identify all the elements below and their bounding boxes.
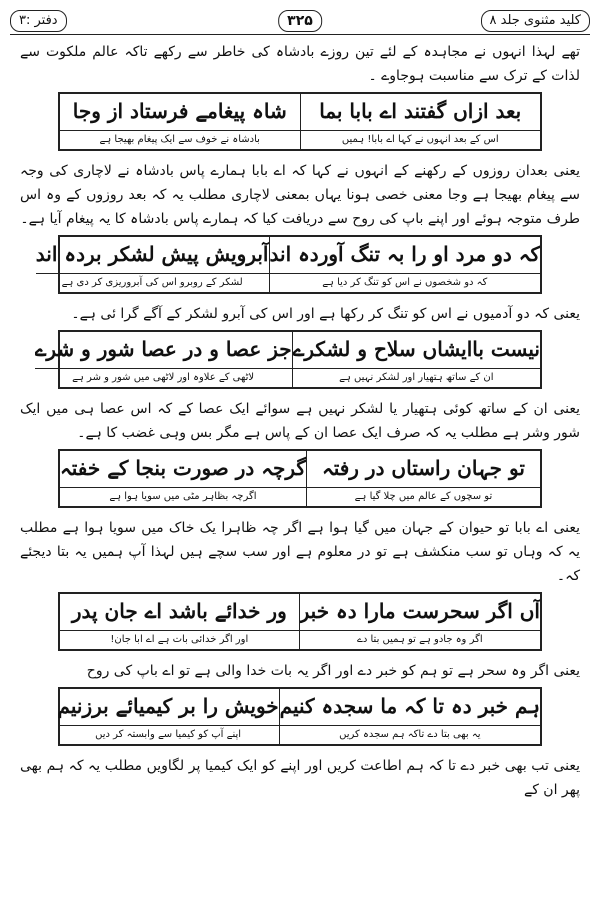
paragraph-3: یعنی کہ دو آدمیوں نے اس کو تنگ کر رکھا ہے اور اس کی آبرو لشکر کے آگے گرا ئی ہے۔ <box>71 306 580 322</box>
couplet-second-hemistich <box>58 689 279 744</box>
couplet-second-hemistich <box>36 237 269 292</box>
couplet-second-hemistich <box>60 594 299 649</box>
couplet-1 <box>58 92 542 151</box>
urdu-translation: لاٹھی کے علاوہ اور لاٹھی میں شور و شر ہے <box>72 372 255 383</box>
persian-verse: گرچہ در صورت بنجا کے خفتہ <box>60 451 306 488</box>
paragraph-6: یعنی اگر وہ سحر ہے تو ہم کو خبر دے اور اگر یہ بات خدا والی ہے تو اے باپ کی روح <box>86 663 580 679</box>
page-number: ۳۲۵ <box>278 10 322 32</box>
daftar-label: دفتر :۳ <box>10 10 67 32</box>
persian-verse: ہم خبر دہ تا کہ ما سجدہ کنیم <box>280 689 540 726</box>
couplet-5 <box>58 592 542 651</box>
persian-verse: ور خدائے باشد اے جان پدر <box>60 594 299 631</box>
urdu-translation: تو سچوں کے عالم میں چلا گیا ہے <box>354 491 493 502</box>
urdu-translation: یہ بھی بتا دے تاکہ ہم سجدہ کریں <box>339 729 481 740</box>
persian-verse: آبرویش پیش لشکر بردہ اند <box>36 237 269 274</box>
persian-verse: آں اگر سحرست مارا دہ خبر <box>300 594 540 631</box>
paragraph-7: یعنی تب بھی خبر دے تا کہ ہم اطاعت کریں اور اپنے کو ایک کیمیا پر لگاویں مطلب یہ کہ ہم بھی پھر ان کے <box>20 758 580 798</box>
urdu-translation: اپنے آپ کو کیمیا سے وابستہ کر دیں <box>95 729 242 740</box>
couplet-first-hemistich <box>300 94 541 149</box>
urdu-translation: اور اگر خدائی بات ہے اے ابا جان! <box>110 634 249 645</box>
persian-verse: کہ دو مرد او را بہ تنگ آوردہ اند <box>270 237 541 274</box>
page-header <box>10 8 590 35</box>
urdu-translation: بادشاہ نے خوف سے ایک پیغام بھیجا ہے <box>99 134 260 145</box>
paragraph-5: یعنی اے بابا تو حیوان کے جہان میں گیا ہوا ہے اگر چہ ظاہرا یک خاک میں سویا ہوا ہے مطلب یہ کہ وہاں تو سب منکشف ہے تو در معلوم ہے اور سب سچے ہیں لہذا آپ ہمیں یہ بتا دیجئے کہ۔ <box>20 520 580 584</box>
paragraph-4: یعنی ان کے ساتھ کوئی ہتھیار یا لشکر نہیں ہے سوائے ایک عصا کے کہ اس عصا ہی میں ایک شور وشر ہے مطلب یہ کہ صرف ایک عصا ان کے پاس ہے مگر بس وہی غضب کا ہے۔ <box>20 401 580 441</box>
urdu-translation: لشکر کے روبرو اس کی آبروریزی کر دی ہے <box>61 277 243 288</box>
persian-verse: خویش را بر کیمیائے برزنیم <box>58 689 279 726</box>
persian-verse: جز عصا و در عصا شور و شرے <box>35 332 292 369</box>
couplet-4 <box>58 449 542 508</box>
persian-verse: نیست باایشاں سلاح و لشکرے <box>293 332 540 369</box>
paragraph-1: تھے لہذا انہوں نے مجاہدہ کے لئے تین روزے بادشاہ کی خاطر سے رکھے تاکہ عالم ملکوت سے لذات کے ترک سے مناسبت ہوجاوے ۔ <box>20 44 580 84</box>
persian-verse: بعد ازاں گفتند اے بابا بما <box>301 94 541 131</box>
persian-verse: تو جہان راستاں در رفتہ <box>307 451 540 488</box>
couplet-second-hemistich <box>60 94 300 149</box>
page-body <box>20 40 580 806</box>
couplet-first-hemistich <box>269 237 541 292</box>
paragraph-2: یعنی بعدان روزوں کے رکھنے کے انہوں نے کہا کہ اے بابا ہمارے پاس بادشاہ نے لاچاری کی وجہ سے پیغام بھیجا ہے وجا معنی خصی ہونا یہاں بمعنی لاچاری مطلب یہ کہ بعد روزوں کے وہ اس طرف متوجہ ہوئے اور اپنے باپ کی روح سے دریافت کیا کہ ہمارے پاس بادشاہ کا یہ پیغام آیا ہے۔ <box>20 163 580 227</box>
couplet-first-hemistich <box>292 332 540 387</box>
couplet-2 <box>35 235 542 294</box>
book-title: کلید مثنوی جلد ۸ <box>481 10 590 32</box>
couplet-6 <box>58 687 542 746</box>
couplet-first-hemistich <box>299 594 540 649</box>
couplet-second-hemistich <box>60 451 306 506</box>
couplet-second-hemistich <box>35 332 292 387</box>
urdu-translation: کہ دو شخصوں نے اس کو تنگ کر دیا ہے <box>322 277 488 288</box>
persian-verse: شاہ پیغامے فرستاد از وجا <box>60 94 300 131</box>
urdu-translation: ان کے ساتھ ہتھیار اور لشکر نہیں ہے <box>339 372 494 383</box>
urdu-translation: اگر وہ جادو ہے تو ہمیں بتا دے <box>357 634 483 645</box>
urdu-translation: اس کے بعد انہوں نے کہا اے بابا! ہمیں <box>341 134 499 145</box>
couplet-first-hemistich <box>306 451 540 506</box>
couplet-first-hemistich <box>279 689 540 744</box>
urdu-translation: اگرچہ بظاہر مٹی میں سویا ہوا ہے <box>109 491 257 502</box>
couplet-3 <box>34 330 542 389</box>
